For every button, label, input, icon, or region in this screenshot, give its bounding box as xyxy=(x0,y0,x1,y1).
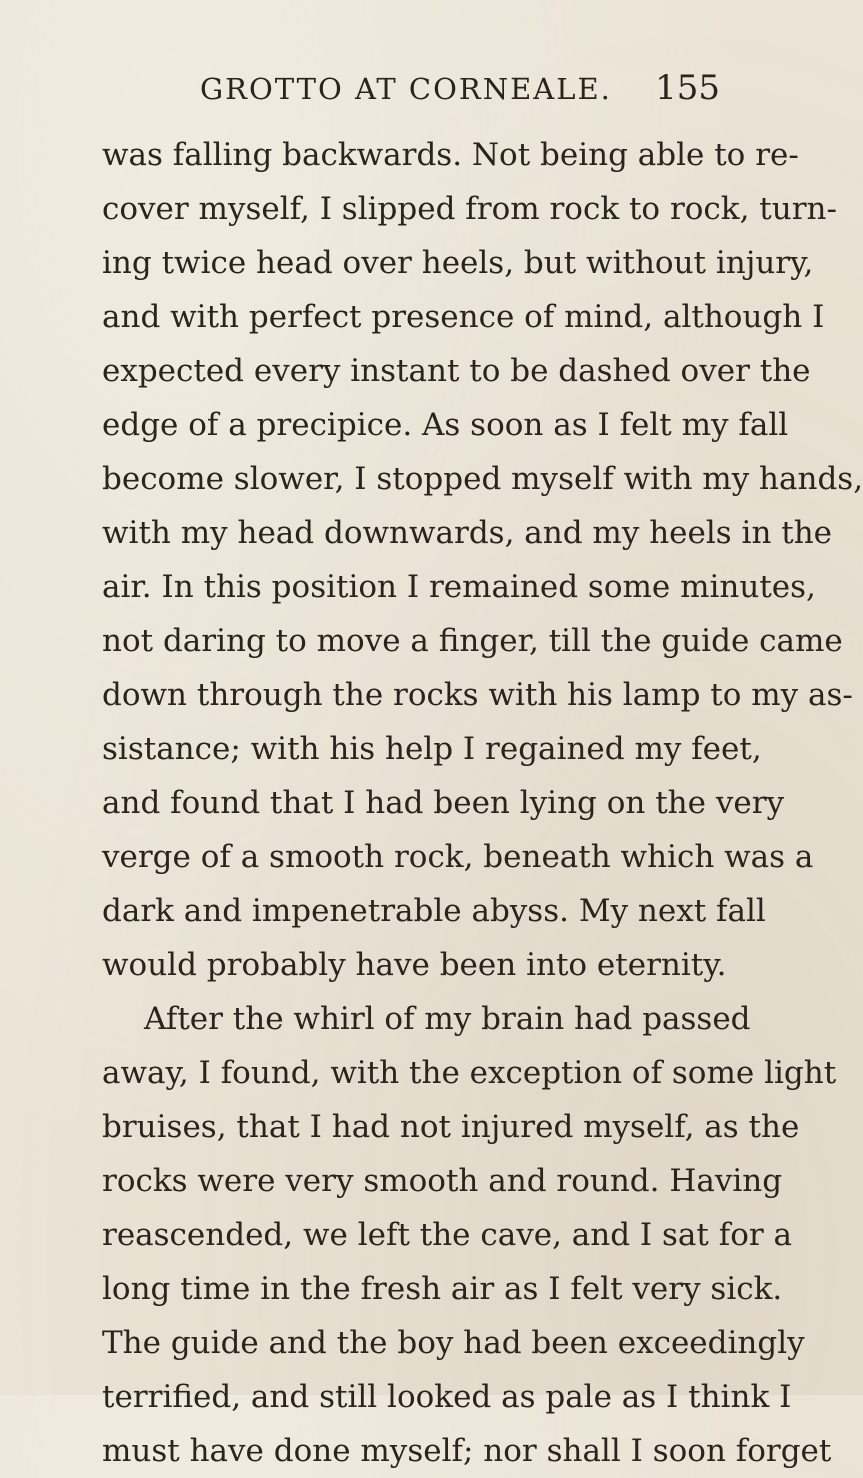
text-line: rocks were very smooth and round. Having xyxy=(102,1163,783,1199)
text-line: long time in the fresh air as I felt very sick. xyxy=(102,1271,783,1307)
text-line: verge of a smooth rock, beneath which was a xyxy=(102,839,814,875)
text-line: become slower, I stopped myself with my hands, xyxy=(102,461,863,497)
running-header xyxy=(200,68,720,112)
text-line: cover myself, I slipped from rock to rock, turn- xyxy=(102,191,837,227)
text-line: The guide and the boy had been exceedingly xyxy=(102,1325,805,1361)
text-line: was falling backwards. Not being able to re- xyxy=(102,137,799,173)
text-line: away, I found, with the exception of some light xyxy=(102,1055,837,1091)
text-line: must have done myself; nor shall I soon forget xyxy=(102,1433,832,1469)
text-line: not daring to move a finger, till the guide came xyxy=(102,623,843,659)
paragraph-start-line: After the whirl of my brain had passed xyxy=(144,1001,751,1037)
text-line: down through the rocks with his lamp to my as- xyxy=(102,677,853,713)
paragraph-end-line: would probably have been into eternity. xyxy=(102,947,727,983)
text-line: dark and impenetrable abyss. My next fall xyxy=(102,893,766,929)
text-line: terrified, and still looked as pale as I think I xyxy=(102,1379,792,1415)
text-line: reascended, we left the cave, and I sat for a xyxy=(102,1217,793,1253)
text-line: ing twice head over heels, but without injury, xyxy=(102,245,814,281)
text-line: and found that I had been lying on the very xyxy=(102,785,785,821)
text-line: and with perfect presence of mind, although I xyxy=(102,299,825,335)
text-line: expected every instant to be dashed over the xyxy=(102,353,811,389)
text-line: sistance; with his help I regained my feet, xyxy=(102,731,762,767)
page-number: 155 xyxy=(655,68,720,108)
running-title: GROTTO AT CORNEALE. xyxy=(200,72,612,106)
text-line: edge of a precipice. As soon as I felt my fall xyxy=(102,407,789,443)
text-line: air. In this position I remained some minutes, xyxy=(102,569,816,605)
body-text xyxy=(102,128,863,1478)
text-line: bruises, that I had not injured myself, as the xyxy=(102,1109,800,1145)
text-line: with my head downwards, and my heels in the xyxy=(102,515,833,551)
